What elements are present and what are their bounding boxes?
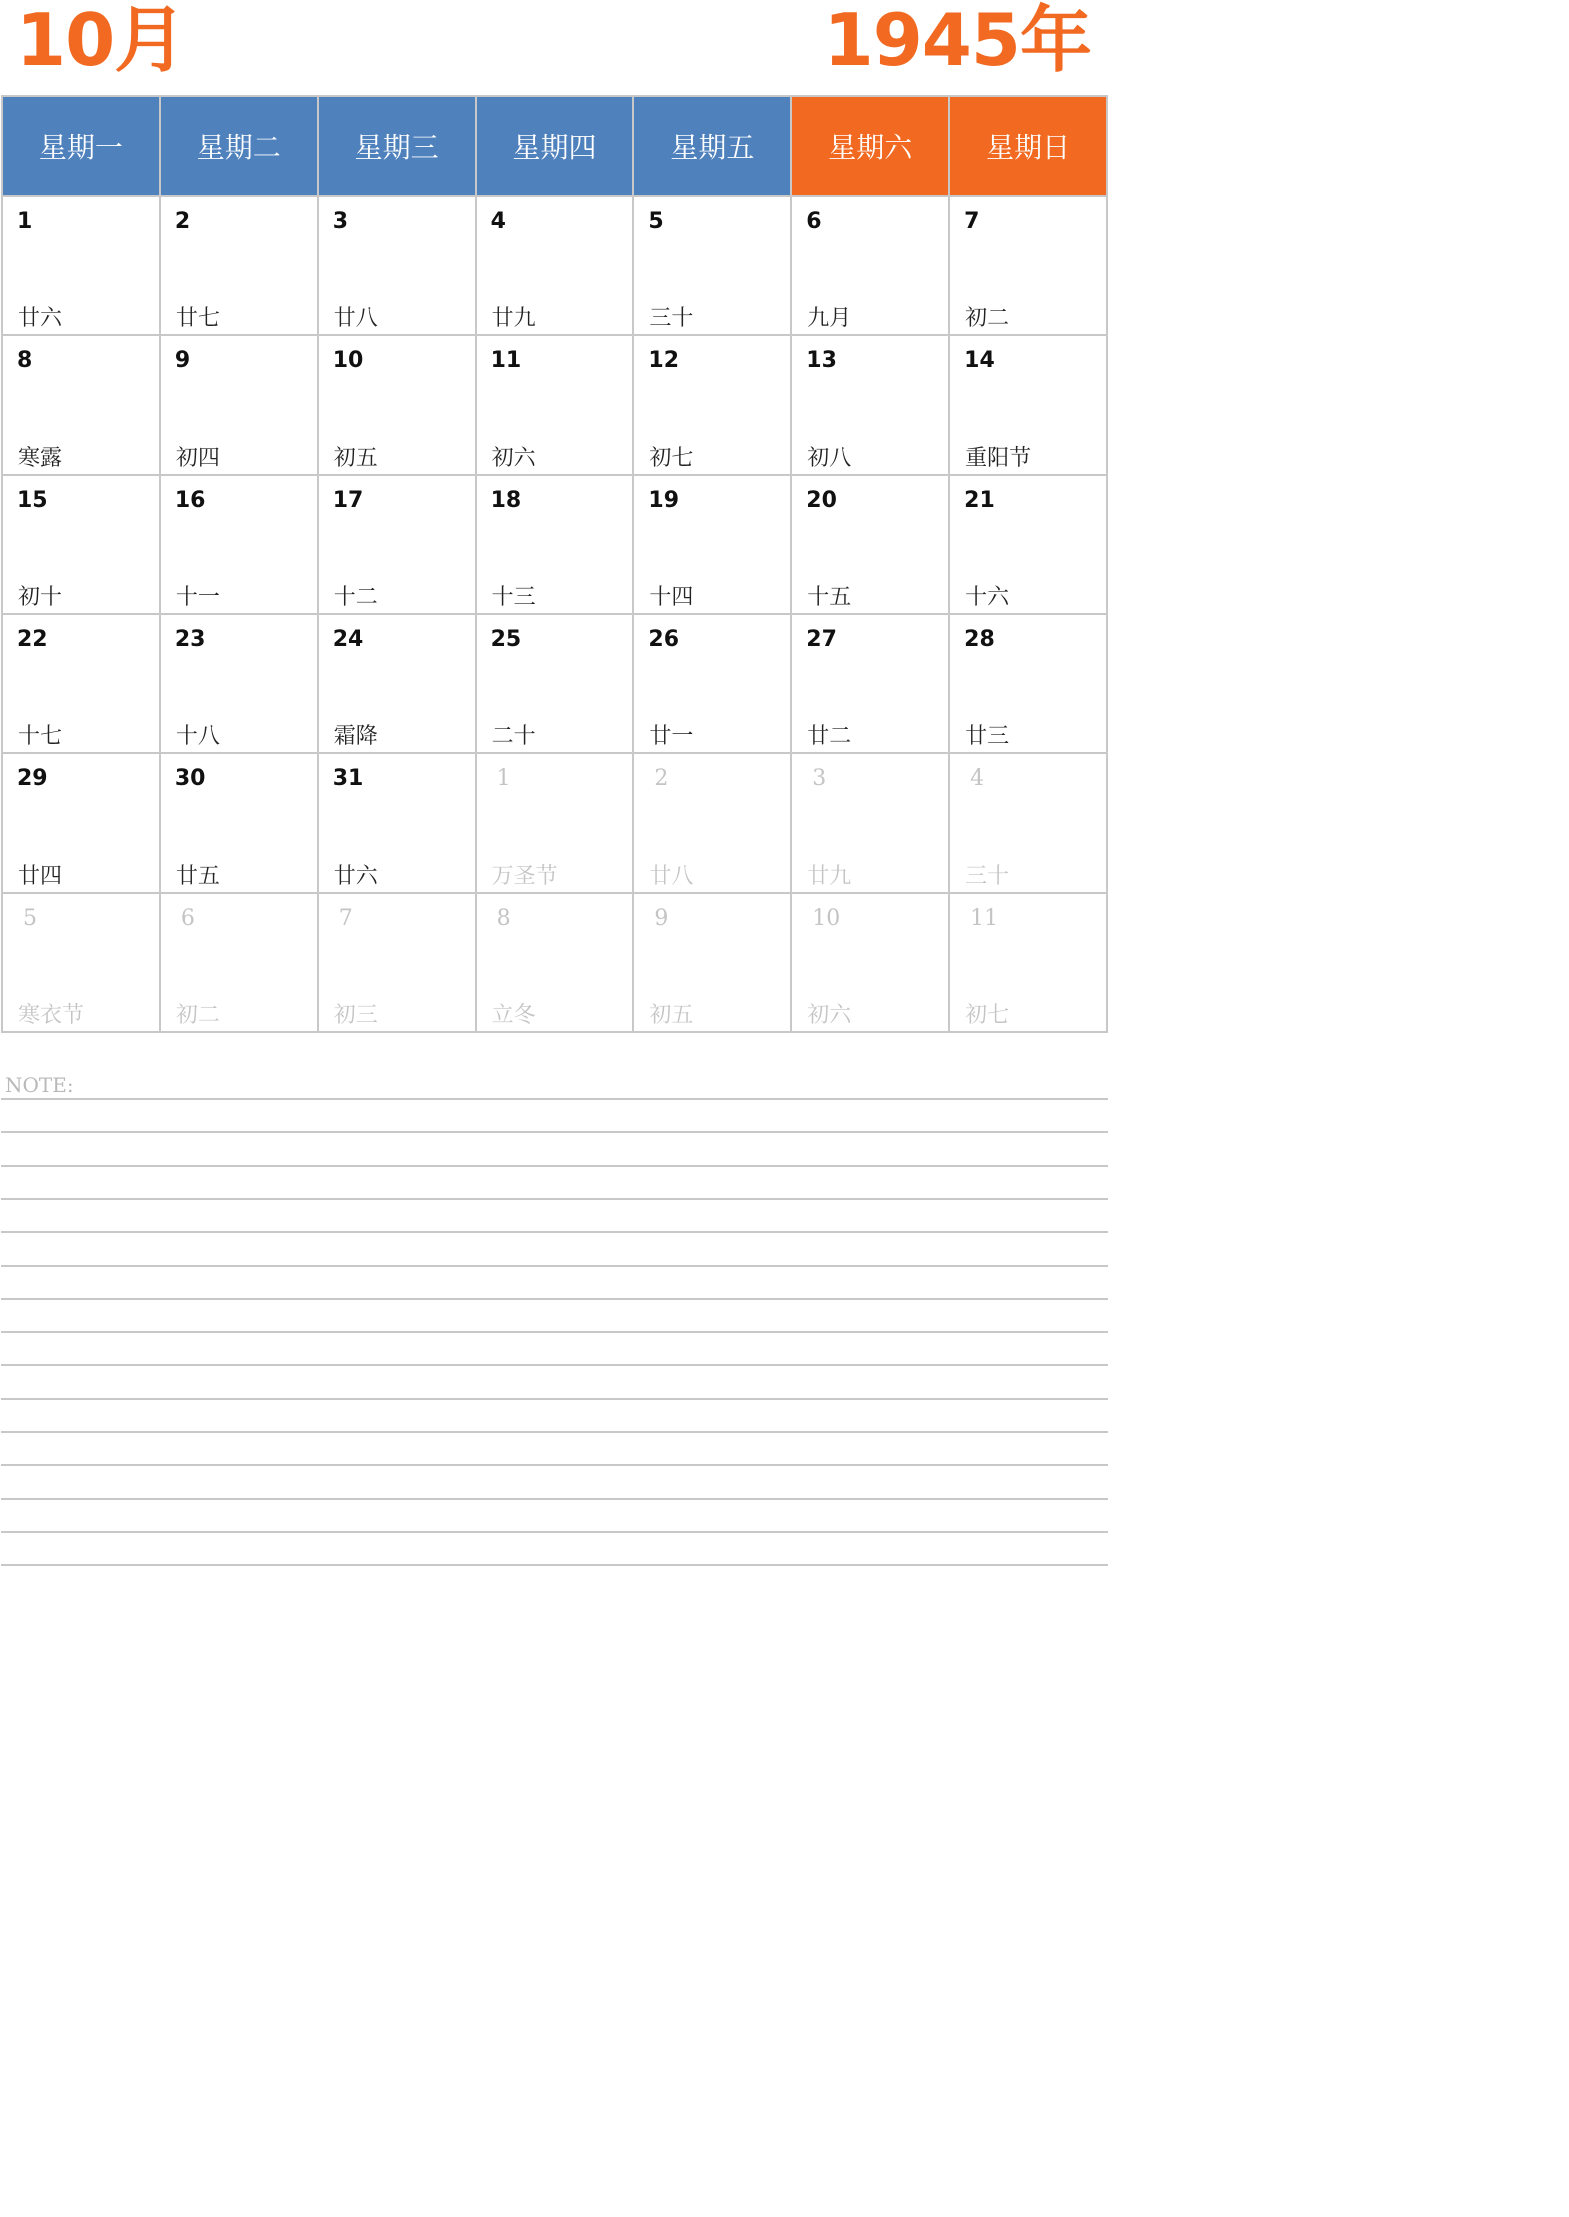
day-cell[interactable] [319,336,475,473]
lunar-date: 十六 [965,584,1010,610]
note-line [1,1464,1108,1466]
day-cell[interactable] [161,336,317,473]
adjacent-month-day-cell[interactable] [950,754,1106,891]
day-cell[interactable] [950,197,1106,334]
day-number: 29 [17,766,48,792]
lunar-date: 廿六 [333,863,378,889]
lunar-date: 廿八 [333,306,378,332]
day-cell[interactable] [319,615,475,752]
day-cell[interactable] [477,615,633,752]
lunar-date: 初五 [333,445,378,471]
day-number: 11 [970,905,999,931]
day-number: 31 [332,766,364,792]
adjacent-month-day-cell[interactable] [792,894,948,1031]
note-line [1,1131,1108,1133]
lunar-date: 廿三 [965,724,1010,750]
day-number: 1 [496,766,511,792]
lunar-date: 九月 [807,306,852,332]
lunar-date: 廿七 [175,306,220,332]
month-title: 10月 [16,0,186,82]
lunar-date: 廿四 [18,863,63,889]
lunar-date: 寒露 [18,445,63,471]
day-number: 7 [338,905,353,931]
adjacent-month-day-cell[interactable] [634,754,790,891]
day-cell[interactable] [161,476,317,613]
lunar-date: 廿九 [491,306,536,332]
day-number: 11 [490,348,522,374]
weekday-header: 星期三 [319,97,475,195]
note-line [1,1364,1108,1366]
day-cell[interactable] [161,615,317,752]
lunar-date: 初五 [649,1002,694,1028]
adjacent-month-day-cell[interactable] [161,894,317,1031]
lunar-date: 十三 [491,584,536,610]
lunar-date: 初二 [965,306,1010,332]
day-number: 20 [806,487,837,513]
weekday-header: 星期日 [950,97,1106,195]
day-number: 14 [964,348,995,374]
day-number: 9 [654,905,669,931]
note-line [1,1165,1108,1167]
day-cell[interactable] [3,754,159,891]
day-number: 23 [174,626,206,652]
note-line [1,1431,1108,1433]
lunar-date: 重阳节 [965,445,1032,471]
day-cell[interactable] [3,197,159,334]
day-number: 27 [806,626,837,652]
lunar-date: 廿二 [807,724,852,750]
lunar-date: 廿八 [649,863,694,889]
adjacent-month-day-cell[interactable] [319,894,475,1031]
day-number: 28 [964,626,995,652]
day-cell[interactable] [319,476,475,613]
lunar-date: 廿五 [175,863,220,889]
lunar-date: 十五 [807,584,852,610]
lunar-date: 霜降 [333,724,378,750]
day-number: 9 [174,348,191,374]
day-number: 5 [23,905,37,931]
adjacent-month-day-cell[interactable] [477,754,633,891]
adjacent-month-day-cell[interactable] [792,754,948,891]
day-cell[interactable] [3,615,159,752]
adjacent-month-day-cell[interactable] [3,894,159,1031]
note-line [1,1265,1108,1267]
day-cell[interactable] [634,197,790,334]
lunar-date: 十一 [175,584,220,610]
day-number: 2 [654,766,669,792]
lunar-date: 三十 [649,306,694,332]
adjacent-month-day-cell[interactable] [477,894,633,1031]
day-cell[interactable] [634,336,790,473]
note-line [1,1498,1108,1500]
lunar-date: 立冬 [491,1002,536,1028]
day-number: 18 [490,487,522,513]
day-cell[interactable] [477,476,633,613]
lunar-date: 十四 [649,584,694,610]
weekday-header: 星期四 [477,97,633,195]
day-number: 26 [648,626,680,652]
day-cell[interactable] [319,754,475,891]
day-number: 15 [17,487,48,513]
lunar-date: 三十 [965,863,1010,889]
day-number: 19 [648,487,680,513]
lunar-date: 廿九 [807,863,852,889]
day-number: 16 [174,487,206,513]
day-cell[interactable] [792,197,948,334]
lunar-date: 初七 [649,445,694,471]
lunar-date: 初八 [807,445,852,471]
day-number: 2 [174,209,191,234]
day-number: 7 [964,209,980,234]
weekday-header: 星期二 [161,97,317,195]
lunar-date: 十八 [175,724,220,750]
lunar-date: 廿六 [18,306,63,332]
note-line [1,1531,1108,1533]
day-number: 8 [17,348,33,374]
day-cell[interactable] [792,336,948,473]
day-number: 3 [332,209,349,234]
day-cell[interactable] [792,476,948,613]
adjacent-month-day-cell[interactable] [634,894,790,1031]
lunar-date: 初二 [175,1002,220,1028]
day-number: 13 [806,348,837,374]
lunar-date: 廿一 [649,724,694,750]
day-cell[interactable] [477,197,633,334]
weekday-header: 星期五 [634,97,790,195]
day-number: 6 [806,209,822,234]
calendar-grid [1,95,1108,1033]
lunar-date: 十七 [18,724,63,750]
lunar-date: 二十 [491,724,536,750]
day-number: 12 [648,348,680,374]
day-number: 10 [332,348,364,374]
day-number: 24 [332,626,364,652]
year-title: 1945年 [823,0,1091,82]
day-cell[interactable] [319,197,475,334]
day-cell[interactable] [3,476,159,613]
notes-label: NOTE: [5,1073,74,1097]
day-number: 5 [648,209,664,234]
lunar-date: 寒衣节 [18,1002,85,1028]
day-number: 6 [180,905,195,931]
day-cell[interactable] [634,476,790,613]
day-number: 4 [970,766,985,792]
note-line [1,1231,1108,1233]
day-number: 25 [490,626,522,652]
day-number: 1 [17,209,33,234]
day-cell[interactable] [161,197,317,334]
note-line [1,1398,1108,1400]
note-line [1,1331,1108,1333]
day-number: 4 [490,209,506,234]
adjacent-month-day-cell[interactable] [950,894,1106,1031]
lunar-date: 初七 [965,1002,1010,1028]
day-cell[interactable] [161,754,317,891]
day-cell[interactable] [950,336,1106,473]
day-number: 22 [17,626,48,652]
lunar-date: 十二 [333,584,378,610]
day-number: 21 [964,487,995,513]
day-cell[interactable] [792,615,948,752]
note-line [1,1198,1108,1200]
lunar-date: 初三 [333,1002,378,1028]
day-number: 3 [812,766,827,792]
lunar-date: 初四 [175,445,220,471]
day-number: 8 [496,905,511,931]
lunar-date: 初十 [18,584,63,610]
day-cell[interactable] [634,615,790,752]
lunar-date: 万圣节 [491,863,558,889]
note-line [1,1564,1108,1566]
day-cell[interactable] [950,476,1106,613]
day-cell[interactable] [477,336,633,473]
day-number: 30 [174,766,206,792]
lunar-date: 初六 [491,445,536,471]
note-line [1,1298,1108,1300]
weekday-header: 星期六 [792,97,948,195]
weekday-header: 星期一 [3,97,159,195]
day-number: 10 [812,905,841,931]
day-cell[interactable] [950,615,1106,752]
note-line [1,1098,1108,1100]
day-number: 17 [332,487,364,513]
lunar-date: 初六 [807,1002,852,1028]
day-cell[interactable] [3,336,159,473]
